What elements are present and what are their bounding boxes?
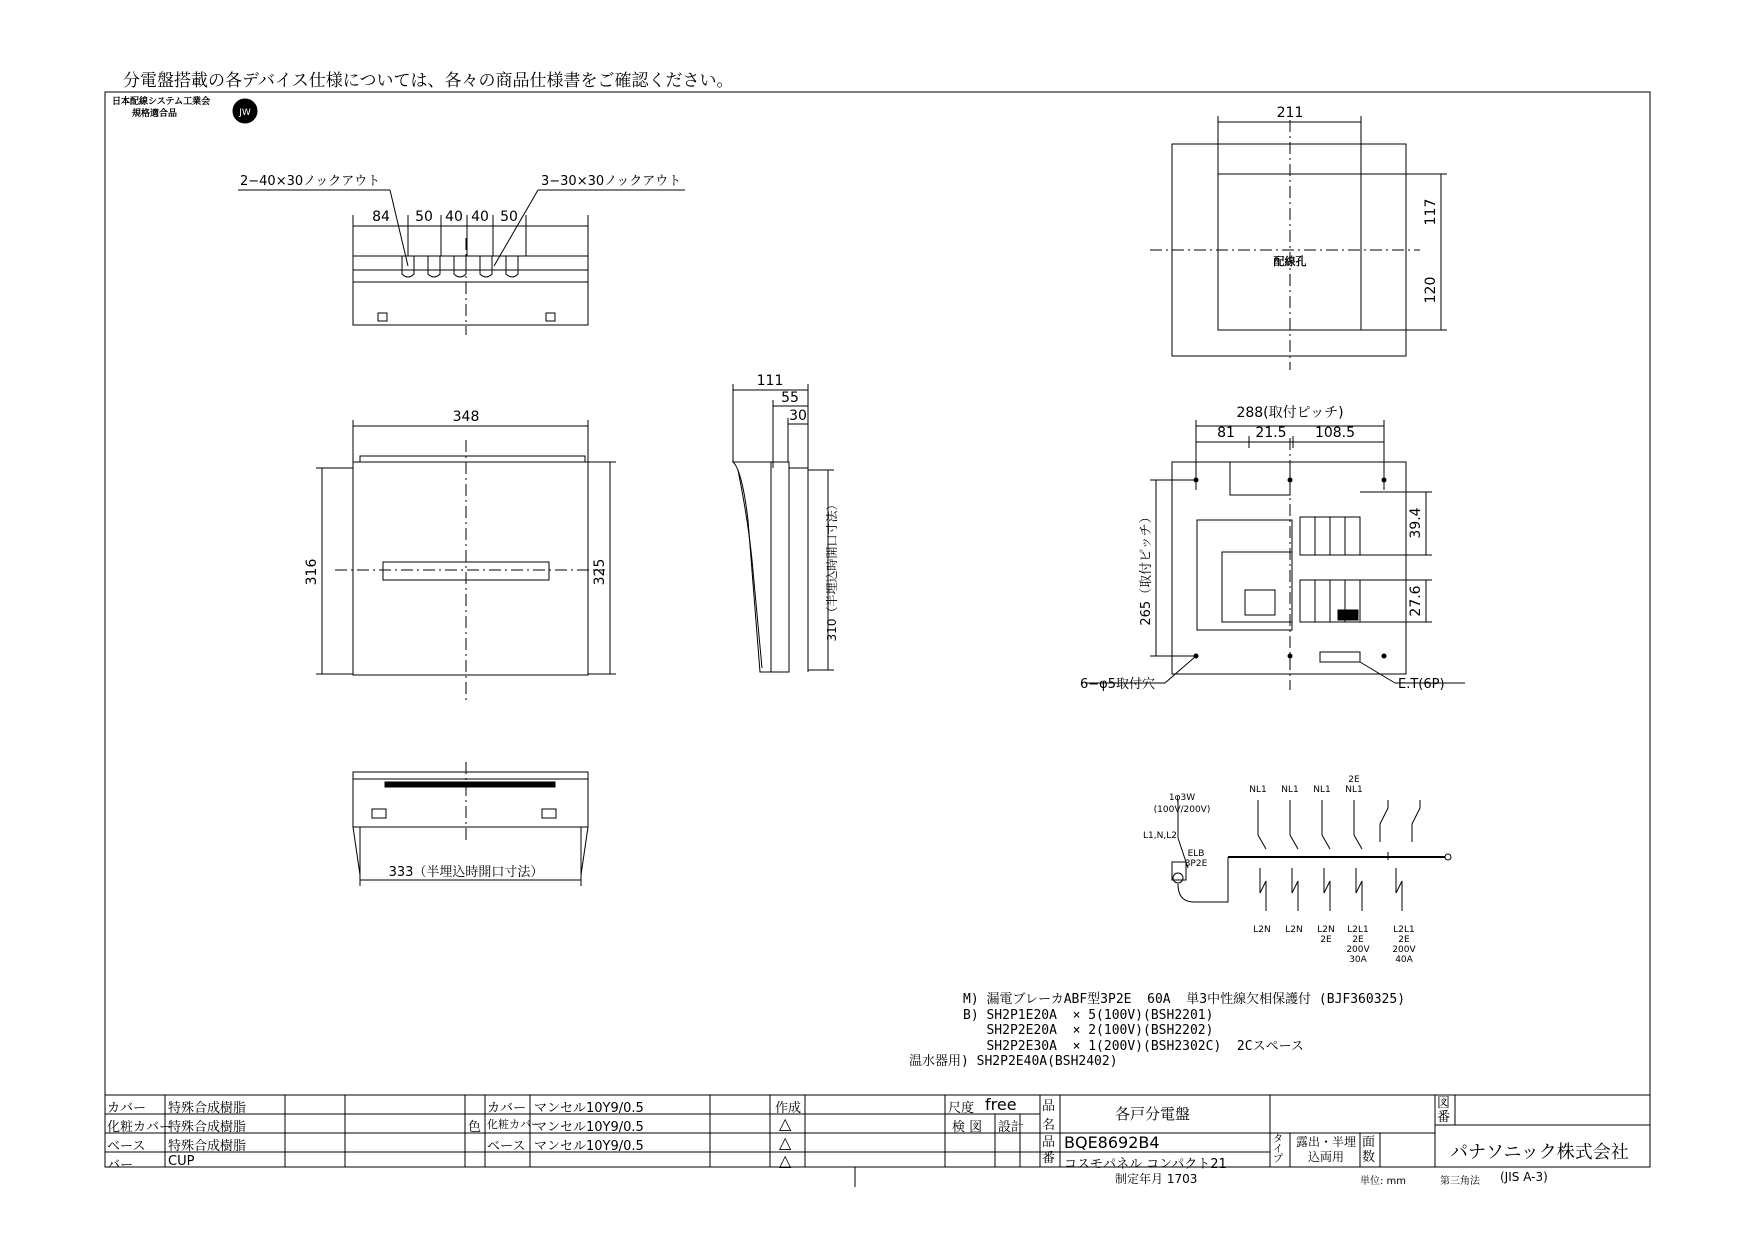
branch3-top: NL1 xyxy=(1313,785,1331,795)
input-label: L1,N,L2 xyxy=(1143,831,1177,841)
branch4-bottom: L2L1 xyxy=(1347,925,1369,935)
drawing-number-label: 図番 xyxy=(1437,1096,1451,1125)
knockout-left-label: 2−40×30ノックアウト xyxy=(240,174,381,189)
material-part-base: ベース xyxy=(107,1139,146,1154)
inner-dim-21-5: 21.5 xyxy=(1255,425,1287,441)
material-deco-cover: 特殊合成樹脂 xyxy=(168,1120,247,1135)
company-name: パナソニック株式会社 xyxy=(1450,1142,1629,1163)
model-label: 品番 xyxy=(1042,1135,1056,1166)
color-deco-cover: マンセル10Y9/0.5 xyxy=(534,1120,644,1135)
logo-text: JW xyxy=(239,108,251,118)
product-name-label: 品名 xyxy=(1042,1099,1056,1133)
inner-dim-39-4: 39.4 xyxy=(1408,507,1424,539)
mounting-holes-label: 6−φ5取付穴 xyxy=(1080,677,1156,692)
revision-mark-1: △ xyxy=(779,1114,792,1133)
bottom-opening-dim: 333（半埋込時開口寸法） xyxy=(388,865,544,880)
side-view xyxy=(733,384,834,672)
spec-water-heater: 温水器用) SH2P2E40A(BSH2402) xyxy=(909,1054,1118,1069)
color-part-base: ベース xyxy=(487,1139,526,1154)
side-depth-dim: 111 xyxy=(756,373,784,389)
count-label: 面数 xyxy=(1362,1135,1376,1165)
side-55-dim: 55 xyxy=(781,390,799,406)
revision-mark-2: △ xyxy=(779,1133,792,1152)
rear-width-dim: 211 xyxy=(1276,105,1304,121)
spec-branch-1: B) SH2P1E20A × 5(100V)(BSH2201) xyxy=(963,1007,1214,1023)
model-number: BQE8692B4 xyxy=(1064,1133,1160,1152)
color-part-cover: カバー xyxy=(487,1101,527,1116)
material-base: 特殊合成樹脂 xyxy=(168,1139,247,1154)
drawing-frame xyxy=(105,92,1650,1167)
color-base: マンセル10Y9/0.5 xyxy=(534,1139,644,1154)
circuit-diagram xyxy=(1172,800,1451,911)
material-part-deco-cover: 化粧カバー xyxy=(107,1120,173,1135)
series-name: コスモパネル コンパクト21 xyxy=(1064,1157,1227,1172)
branch1-bottom: L2N xyxy=(1253,925,1271,935)
branch4-top: NL1 xyxy=(1345,785,1363,795)
scale-value: free xyxy=(985,1095,1017,1114)
branch4-2e: 2E xyxy=(1352,935,1364,945)
unit-label: 単位: mm xyxy=(1360,1176,1407,1187)
material-part-bar: バー xyxy=(107,1158,134,1173)
projection-label: 第三角法 xyxy=(1440,1176,1480,1187)
front-view xyxy=(316,420,616,700)
check-label: 検 図 xyxy=(952,1120,983,1135)
scale-label: 尺度 xyxy=(948,1101,975,1116)
dim-84: 84 xyxy=(372,209,390,225)
made-label: 作成 xyxy=(775,1101,802,1116)
branch6-40a: 40A xyxy=(1395,955,1413,965)
spec-note: 分電盤搭載の各デバイス仕様については、各々の商品仕様書をご確認ください。 xyxy=(123,71,734,91)
material-part-cover: カバー xyxy=(107,1101,147,1116)
spec-branch-3: SH2P2E30A × 1(200V)(BSH2302C) 2Cスペース xyxy=(963,1038,1304,1054)
branch3-bottom: L2N xyxy=(1317,925,1335,935)
branch6-2e: 2E xyxy=(1398,935,1410,945)
side-opening-dim: 310（半埋込時開口寸法） xyxy=(825,498,839,642)
branch2-top: NL1 xyxy=(1281,785,1299,795)
branch2-bottom: L2N xyxy=(1285,925,1303,935)
inner-dim-27-6: 27.6 xyxy=(1408,585,1424,617)
elb-type-label: 3P2E xyxy=(1184,859,1208,869)
front-height-325: 325 xyxy=(592,558,608,586)
rear-view xyxy=(1150,116,1447,370)
product-name: 各戸分電盤 xyxy=(1115,1105,1191,1123)
branch3-bottom-2e: 2E xyxy=(1320,935,1332,945)
front-height-316: 316 xyxy=(304,558,320,586)
earth-terminal-label: E.T(6P) xyxy=(1398,677,1445,692)
dim-50b: 50 xyxy=(500,209,518,225)
branch4-30a: 30A xyxy=(1349,955,1367,965)
knockout-right-label: 3−30×30ノックアウト xyxy=(541,174,682,189)
inner-dim-108-5: 108.5 xyxy=(1314,425,1356,441)
spec-main-breaker: M) 漏電ブレーカABF型3P2E 60A 単3中性線欠相保護付 (BJF360325) xyxy=(963,992,1406,1007)
color-label: 色 xyxy=(468,1120,482,1135)
branch1-top: NL1 xyxy=(1249,785,1267,795)
revision-mark-3: △ xyxy=(779,1151,792,1170)
dim-40b: 40 xyxy=(471,209,489,225)
inner-pitch-width: 288(取付ピッチ) xyxy=(1236,405,1344,421)
inner-pitch-height: 265（取付ピッチ） xyxy=(1139,510,1154,626)
type-value: 露出・半埋込両用 xyxy=(1295,1135,1356,1164)
spec-branch-2: SH2P2E20A × 2(100V)(BSH2202) xyxy=(963,1023,1214,1038)
type-label: タイプ xyxy=(1273,1134,1283,1165)
wiring-hole-label: 配線孔 xyxy=(1273,255,1307,268)
branch4-200v: 200V xyxy=(1346,945,1370,955)
branch6-200v: 200V xyxy=(1392,945,1416,955)
color-part-deco-cover: 化粧カバー xyxy=(487,1118,542,1131)
title-block-grid xyxy=(105,1095,1650,1187)
association-label: 日本配線システム工業会 規格適合品 xyxy=(112,97,211,119)
elb-label: ELB xyxy=(1187,849,1205,859)
material-bar: CUP xyxy=(168,1154,195,1169)
voltage-label: (100V/200V) xyxy=(1153,805,1211,815)
front-width-dim: 348 xyxy=(452,409,480,425)
branch4-top-2e: 2E xyxy=(1348,775,1360,785)
design-label: 設計 xyxy=(998,1120,1025,1135)
branch6-bottom: L2L1 xyxy=(1393,925,1415,935)
material-cover: 特殊合成樹脂 xyxy=(168,1101,247,1116)
dim-50a: 50 xyxy=(415,209,433,225)
rear-120-dim: 120 xyxy=(1423,276,1439,304)
standard-label: (JIS A-3) xyxy=(1500,1170,1548,1184)
phase-label: 1φ3W xyxy=(1168,793,1196,803)
side-30-dim: 30 xyxy=(789,408,807,424)
color-cover: マンセル10Y9/0.5 xyxy=(534,1101,644,1116)
dim-40a: 40 xyxy=(445,209,463,225)
rear-117-dim: 117 xyxy=(1423,198,1439,226)
spec-list xyxy=(909,992,1406,1070)
established-date: 制定年月 1703 xyxy=(1115,1172,1198,1186)
inner-dim-81: 81 xyxy=(1217,425,1235,441)
